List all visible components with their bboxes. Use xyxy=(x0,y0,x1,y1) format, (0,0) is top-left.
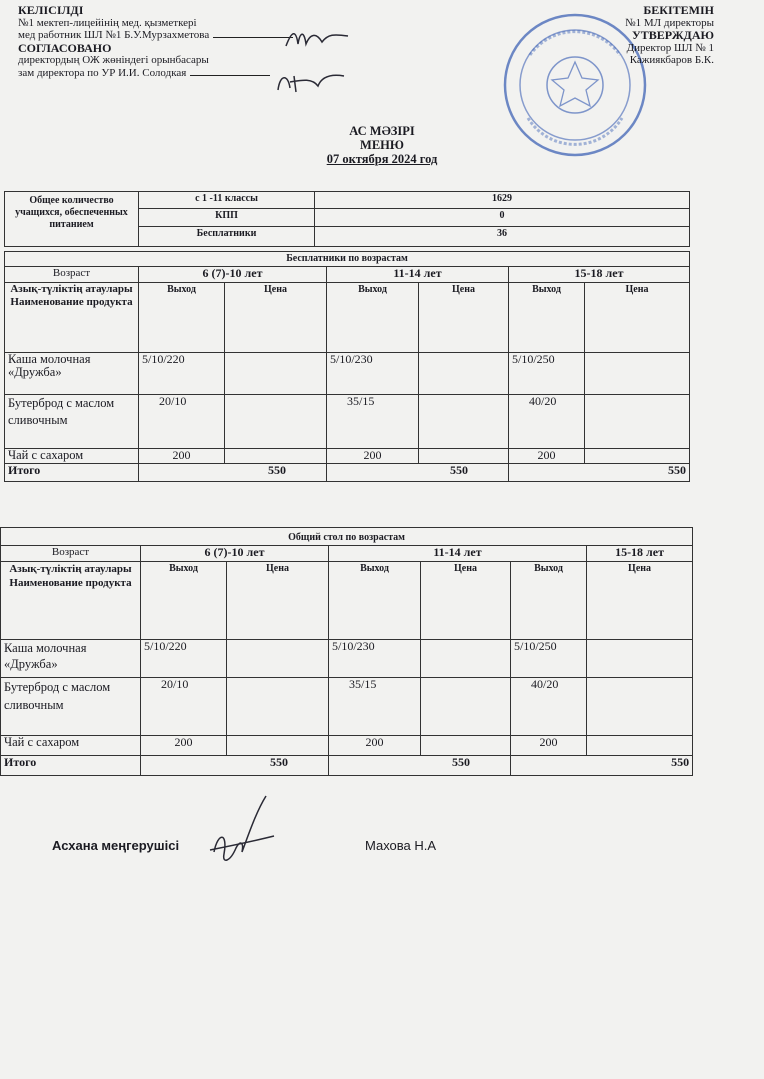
summary-row-value: 36 xyxy=(315,227,690,247)
table-row xyxy=(5,353,690,395)
age-group: 11-14 лет xyxy=(329,546,587,562)
total-value: 550 xyxy=(329,756,511,776)
table-row xyxy=(1,678,693,736)
price-header: Цена xyxy=(421,562,511,640)
price-cell xyxy=(585,449,690,464)
price-header: Цена xyxy=(227,562,329,640)
output-value: 5/10/230 xyxy=(327,353,419,395)
approval-block-right xyxy=(625,4,714,67)
director-name: Кажиякбаров Б.К. xyxy=(629,54,714,66)
table-row xyxy=(1,736,693,756)
output-value: 200 xyxy=(511,736,587,756)
canteen-head-label: Асхана меңгерушісі xyxy=(52,838,180,853)
product-name: Чай с сахаром xyxy=(5,449,139,464)
price-cell xyxy=(587,640,693,678)
med-worker-kz: №1 мектеп-лицейінің мед. қызметкері xyxy=(18,16,197,29)
price-cell xyxy=(227,640,329,678)
price-cell xyxy=(421,640,511,678)
output-value: 5/10/220 xyxy=(139,353,225,395)
output-value: 5/10/220 xyxy=(141,640,227,678)
total-value: 550 xyxy=(509,464,690,482)
product-header: Азық-түліктің атаулары Наименование продукта xyxy=(1,562,141,640)
med-worker-ru: мед работник ШЛ №1 Б.У.Мурзахметова xyxy=(18,29,293,42)
product-header: Азық-түліктің атаулары Наименование продукта xyxy=(5,283,139,353)
price-cell xyxy=(587,736,693,756)
output-value: 200 xyxy=(329,736,421,756)
summary-row-value: 0 xyxy=(315,209,690,227)
summary-row-value: 1629 xyxy=(315,192,690,209)
price-header: Цена xyxy=(225,283,327,353)
summary-label: Общее количество учащихся, обеспеченных питанием xyxy=(5,192,139,247)
price-cell xyxy=(585,353,690,395)
total-value: 550 xyxy=(327,464,509,482)
table-row xyxy=(5,464,690,482)
output-value: 200 xyxy=(139,449,225,464)
price-header: Цена xyxy=(585,283,690,353)
summary-row-label: с 1 -11 классы xyxy=(139,192,315,209)
output-value: 40/20 xyxy=(511,678,587,736)
table-row xyxy=(5,449,690,464)
table-row xyxy=(5,252,690,267)
output-header: Выход xyxy=(509,283,585,353)
age-header: Возраст xyxy=(1,546,141,562)
approve-ru: УТВЕРЖДАЮ xyxy=(631,28,714,42)
price-cell xyxy=(419,353,509,395)
approve-kz: БЕКІТЕМІН xyxy=(643,3,714,17)
age-group: 6 (7)-10 лет xyxy=(141,546,329,562)
price-cell xyxy=(587,678,693,736)
table-row xyxy=(5,395,690,449)
signature-deputy xyxy=(272,68,352,96)
age-group: 11-14 лет xyxy=(327,267,509,283)
price-cell xyxy=(225,353,327,395)
table-row xyxy=(5,192,690,209)
summary-row-label: Бесплатники xyxy=(139,227,315,247)
director-ru: Директор ШЛ № 1 xyxy=(626,41,714,54)
price-header: Цена xyxy=(587,562,693,640)
signature-medworker xyxy=(282,26,352,52)
price-cell xyxy=(227,678,329,736)
total-value: 550 xyxy=(141,756,329,776)
deputy-ru: зам директора по УР И.И. Солодкая xyxy=(18,67,293,80)
price-cell xyxy=(419,449,509,464)
table-row xyxy=(1,640,693,678)
agreed-ru: СОГЛАСОВАНО xyxy=(18,40,112,55)
output-value: 5/10/250 xyxy=(511,640,587,678)
total-value: 550 xyxy=(511,756,693,776)
approval-block-left xyxy=(18,4,293,79)
menu-title xyxy=(0,124,764,166)
product-name: Каша молочная «Дружба» xyxy=(5,353,139,395)
output-value: 35/15 xyxy=(329,678,421,736)
director-kz: №1 МЛ директоры xyxy=(625,16,714,29)
table-row xyxy=(1,546,693,562)
table-row xyxy=(5,283,690,353)
output-value: 5/10/250 xyxy=(509,353,585,395)
canteen-head-name: Махова Н.А xyxy=(365,838,437,853)
price-cell xyxy=(421,736,511,756)
age-group: 15-18 лет xyxy=(509,267,690,283)
table-caption: Бесплатники по возрастам xyxy=(5,252,690,267)
general-meals-table xyxy=(0,527,693,776)
title-ru: МЕНЮ xyxy=(360,138,404,152)
summary-table xyxy=(4,191,690,247)
table-row xyxy=(1,562,693,640)
free-meals-table xyxy=(4,251,690,482)
price-cell xyxy=(419,395,509,449)
table-row xyxy=(1,756,693,776)
table-row xyxy=(5,267,690,283)
price-cell xyxy=(585,395,690,449)
product-name: Каша молочная «Дружба» xyxy=(1,640,141,678)
table-row xyxy=(1,528,693,546)
total-label: Итого xyxy=(1,756,141,776)
output-header: Выход xyxy=(139,283,225,353)
age-header: Возраст xyxy=(5,267,139,283)
age-group: 6 (7)-10 лет xyxy=(139,267,327,283)
signature-canteen-head xyxy=(200,792,280,882)
price-cell xyxy=(225,395,327,449)
output-value: 200 xyxy=(327,449,419,464)
output-value: 200 xyxy=(509,449,585,464)
menu-date: 07 октября 2024 год xyxy=(326,152,438,166)
output-value: 35/15 xyxy=(327,395,419,449)
deputy-kz: директордың ОЖ жөніндегі орынбасары xyxy=(18,54,209,66)
output-header: Выход xyxy=(511,562,587,640)
output-value: 40/20 xyxy=(509,395,585,449)
agreed-kz: КЕЛІСІЛДІ xyxy=(18,3,84,17)
total-label: Итого xyxy=(5,464,139,482)
output-header: Выход xyxy=(329,562,421,640)
price-cell xyxy=(421,678,511,736)
product-name: Бутерброд с маслом сливочным xyxy=(1,678,141,736)
price-cell xyxy=(227,736,329,756)
output-header: Выход xyxy=(141,562,227,640)
title-kz: АС МӘЗІРІ xyxy=(349,124,415,138)
product-name: Чай с сахаром xyxy=(1,736,141,756)
output-header: Выход xyxy=(327,283,419,353)
total-value: 550 xyxy=(139,464,327,482)
product-name: Бутерброд с маслом сливочным xyxy=(5,395,139,449)
output-value: 5/10/230 xyxy=(329,640,421,678)
output-value: 20/10 xyxy=(141,678,227,736)
age-group: 15-18 лет xyxy=(587,546,693,562)
output-value: 20/10 xyxy=(139,395,225,449)
price-cell xyxy=(225,449,327,464)
table-caption: Общий стол по возрастам xyxy=(1,528,693,546)
price-header: Цена xyxy=(419,283,509,353)
summary-row-label: КПП xyxy=(139,209,315,227)
output-value: 200 xyxy=(141,736,227,756)
